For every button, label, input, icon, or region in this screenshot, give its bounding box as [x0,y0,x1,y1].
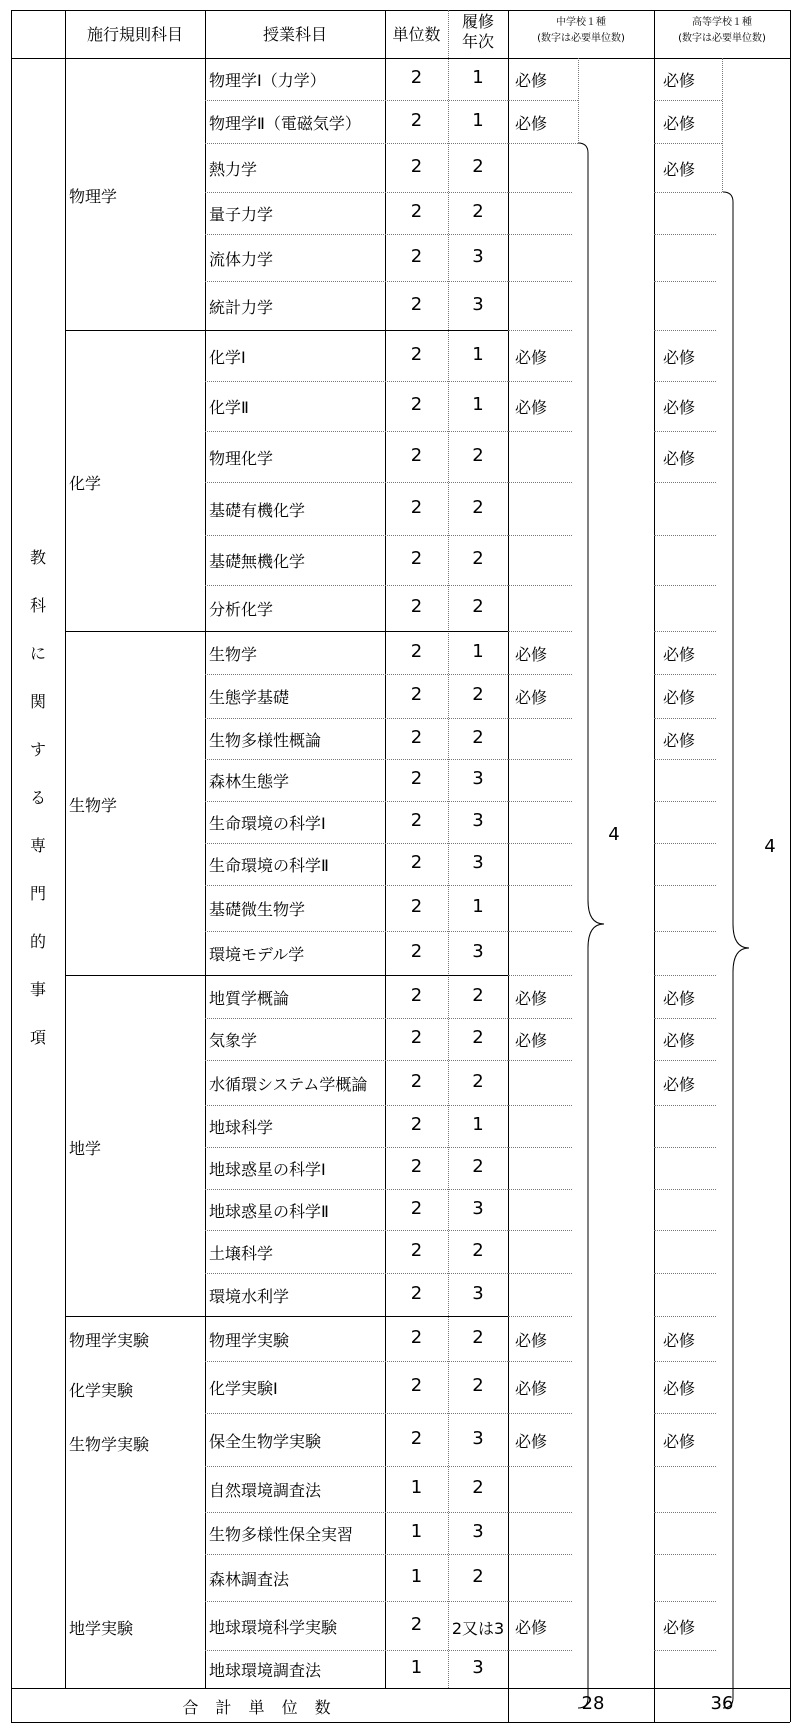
course-name: 熱力学 [209,159,258,179]
course-name: 基礎微生物学 [209,900,306,919]
header-high-school-note: (数字は必要単位数) [678,33,766,44]
units-value: 2 [410,1197,423,1219]
h-rule-dotted [654,143,722,144]
h-rule-dotted [205,1650,508,1651]
h-rule-dotted [205,1361,508,1362]
year-value: 1 [472,640,484,662]
h-rule-dotted [508,535,572,536]
h-rule [65,975,508,976]
header-middle-school-note: (数字は必要単位数) [537,33,625,44]
h-rule-dotted [205,192,508,193]
units-value: 1 [410,1565,423,1587]
h-rule-dotted [508,931,572,932]
year-value: 2 [472,155,484,177]
h-rule-dotted [654,482,716,483]
course-name: 基礎無機化学 [209,552,306,571]
h-rule-dotted [508,1273,572,1274]
year-value: 3 [472,941,484,962]
category-char: 専 [29,836,47,855]
year-value: 1 [472,896,484,917]
h-rule [65,631,508,632]
year-value: 3 [472,245,484,267]
h-rule-dotted [654,885,716,886]
high-school-required: 必修 [662,730,696,750]
total-high-school: 36 [710,1693,734,1714]
h-rule-dotted [654,1273,716,1274]
course-name: 化学Ⅰ [209,347,246,367]
h-rule-dotted [205,1018,508,1019]
h-rule-dotted [205,1147,508,1148]
h-rule-dotted [654,1554,716,1555]
year-value: 2 [472,726,484,748]
group-label: 生物学 [69,796,118,815]
units-value: 1 [410,1657,423,1678]
year-value: 2 [472,596,484,617]
h-rule-dotted [654,843,716,844]
middle-school-required: 必修 [514,1330,548,1350]
year-value: 2 [472,201,484,222]
units-value: 2 [410,1027,423,1048]
h-rule-dotted [508,1189,572,1190]
h-rule-dotted [205,718,508,719]
year-value: 1 [472,394,484,415]
h-rule-dotted [205,1512,508,1513]
h-rule-dotted [508,1060,572,1061]
middle-school-required: 必修 [514,1431,548,1451]
h-rule-dotted [654,330,716,331]
course-name: 生物学 [209,644,258,664]
course-name: 地球科学 [209,1118,274,1137]
h-rule-dotted [654,381,716,382]
h-rule-dotted [205,1189,508,1190]
h-rule-dotted [508,482,572,483]
h-rule-dotted [205,885,508,886]
year-value: 3 [472,1197,484,1219]
units-value: 2 [410,201,423,222]
middle-school-required: 必修 [514,688,548,707]
high-school-required: 必修 [662,1074,696,1094]
year-value: 1 [472,1114,484,1135]
year-value: 3 [472,810,484,831]
course-name: 分析化学 [209,600,274,619]
units-value: 2 [410,1613,423,1635]
year-value: 2 [472,984,484,1006]
v-rule [385,10,386,1688]
h-rule-dotted [205,482,508,483]
units-value: 2 [410,684,423,705]
course-name: 地球環境科学実験 [209,1617,338,1637]
h-rule-dotted [654,1466,716,1467]
middle-school-required: 必修 [514,1617,548,1637]
v-rule [65,10,66,1688]
h-rule-dotted [508,1601,572,1602]
high-school-required: 必修 [662,1031,696,1050]
h-rule-dotted [508,100,578,101]
experiment-label: 生物学実験 [69,1435,150,1454]
high-school-required: 必修 [662,159,696,179]
h-rule-dotted [205,1466,508,1467]
units-value: 2 [410,1239,423,1261]
units-value: 2 [410,1282,423,1304]
year-value: 3 [472,768,484,789]
units-value: 2 [410,640,423,662]
h-rule-dotted [654,674,716,675]
units-value: 2 [410,1156,423,1177]
category-char: す [29,740,47,759]
experiment-label: 地学実験 [69,1619,134,1638]
units-value: 2 [410,394,423,415]
high-school-required: 必修 [662,1617,696,1637]
h-rule-dotted [205,431,508,432]
units-value: 1 [410,1521,423,1542]
middle-school-required: 必修 [514,1379,548,1398]
h-rule-dotted [654,431,716,432]
h-rule-dotted [508,1147,572,1148]
course-name: 森林生態学 [209,772,290,791]
h-rule-dotted [205,843,508,844]
h-rule-dotted [654,1230,716,1231]
h-rule-dotted [205,801,508,802]
year-value: 3 [472,852,484,873]
course-name: 流体力学 [209,249,274,269]
course-name: 生態学基礎 [209,688,290,707]
h-rule-dotted [508,281,572,282]
category-char: に [29,644,47,663]
h-rule-dotted [654,1060,716,1061]
h-rule-dotted [205,234,508,235]
units-value: 1 [410,1477,423,1498]
v-rule [11,10,12,1722]
total-label: 合 計 単 位 数 [182,1698,337,1717]
units-value: 2 [410,293,423,315]
h-rule-dotted [508,192,572,193]
h-rule-dotted [205,100,508,101]
year-value: 2 [472,496,484,518]
year-value: 2 [472,444,484,466]
high-school-required: 必修 [662,71,696,90]
group-label: 物理学 [69,187,118,206]
units-value: 2 [410,67,423,88]
h-rule-dotted [508,1361,572,1362]
course-name: 物理化学 [209,448,274,468]
h-rule [11,58,790,59]
units-value: 2 [410,1375,423,1396]
course-name: 物理学Ⅱ（電磁気学） [209,113,361,133]
units-value: 2 [410,496,423,518]
h-rule-dotted [508,143,578,144]
year-value: 1 [472,343,484,365]
year-value: 2 [472,1326,484,1348]
h-rule-dotted [205,535,508,536]
h-rule-dotted [508,674,572,675]
high-school-required: 必修 [662,398,696,417]
units-value: 2 [410,596,423,617]
course-name: 環境モデル学 [209,945,305,964]
category-char: 関 [29,692,47,711]
h-rule-dotted [205,1105,508,1106]
h-rule-dotted [654,535,716,536]
h-rule-dotted [508,1512,572,1513]
h-rule-dotted [654,759,716,760]
h-rule-dotted [205,1601,508,1602]
year-value: 1 [472,109,484,131]
units-value: 2 [410,1326,423,1348]
h-rule-dotted [508,1316,572,1317]
h-rule-dotted [508,801,572,802]
h-rule-dotted [508,718,572,719]
course-name: 統計力学 [209,297,274,317]
high-school-required: 必修 [662,1431,696,1451]
year-value: 2 [472,1156,484,1177]
category-char: 科 [29,596,47,615]
header-high-school: 高等学校１種 [692,17,752,28]
high-school-required-units: 4 [764,836,776,857]
h-rule-dotted [508,381,572,382]
year-value: 3 [472,1657,484,1678]
h-rule-dotted [205,931,508,932]
middle-school-brace [578,143,604,1708]
year-value: 2 [472,1027,484,1048]
h-rule [65,1316,508,1317]
course-name: 保全生物学実験 [209,1431,322,1451]
category-char: 門 [29,884,47,903]
year-value: 2 [472,1239,484,1261]
experiment-label: 物理学実験 [69,1331,150,1350]
course-name: 気象学 [209,1031,258,1050]
high-school-required: 必修 [662,113,696,133]
units-value: 2 [410,548,423,569]
h-rule-dotted [205,585,508,586]
h-rule-dotted [508,843,572,844]
year-value: 3 [472,1427,484,1449]
h-rule-dotted [654,192,722,193]
course-name: 地球環境調査法 [209,1661,322,1680]
v-rule-dotted [722,58,723,192]
year-value: 2又は3 [451,1618,505,1638]
h-rule-dotted [654,1189,716,1190]
course-name: 森林調査法 [209,1569,290,1589]
high-school-required: 必修 [662,988,696,1008]
units-value: 2 [410,245,423,267]
middle-school-required-units: 4 [608,824,620,845]
h-rule-dotted [508,431,572,432]
category-char: 的 [29,932,47,951]
year-value: 2 [472,1375,484,1396]
h-rule-dotted [205,759,508,760]
course-name: 化学実験Ⅰ [209,1379,278,1398]
units-value: 2 [410,984,423,1006]
h-rule-dotted [654,1601,716,1602]
course-name: 土壌科学 [209,1243,274,1263]
h-rule-dotted [205,1230,508,1231]
year-value: 2 [472,1070,484,1092]
v-rule [205,10,206,1688]
v-rule-dotted [578,58,579,143]
high-school-brace [723,192,749,1708]
h-rule-dotted [654,1018,716,1019]
year-value: 2 [472,1565,484,1587]
experiment-label: 化学実験 [69,1381,134,1400]
h-rule-dotted [205,1060,508,1061]
h-rule-dotted [205,674,508,675]
h-rule-dotted [508,975,572,976]
h-rule-dotted [205,1554,508,1555]
h-rule-dotted [654,585,716,586]
h-rule-dotted [508,1650,572,1651]
units-value: 2 [410,109,423,131]
header-course-subject: 授業科目 [262,25,328,44]
h-rule-dotted [654,931,716,932]
h-rule-dotted [654,1316,716,1317]
h-rule-dotted [205,281,508,282]
course-name: 自然環境調査法 [209,1481,322,1500]
units-value: 2 [410,1114,423,1135]
units-value: 2 [410,726,423,748]
category-char: 教 [29,548,47,567]
h-rule-dotted [508,330,572,331]
h-rule-dotted [205,381,508,382]
year-value: 2 [472,548,484,569]
high-school-required: 必修 [662,347,696,367]
h-rule-dotted [508,1413,572,1414]
header-regulation-subject: 施行規則科目 [86,25,184,44]
high-school-required: 必修 [662,644,696,664]
units-value: 2 [410,810,423,831]
h-rule-dotted [508,759,572,760]
middle-school-required: 必修 [514,398,548,417]
h-rule-dotted [654,1147,716,1148]
course-name: 物理学実験 [209,1330,290,1350]
middle-school-required: 必修 [514,1031,548,1050]
year-value: 2 [472,1477,484,1498]
h-rule-dotted [654,1650,716,1651]
units-value: 2 [410,155,423,177]
h-rule-dotted [654,1361,716,1362]
year-value: 1 [472,67,484,88]
h-rule [11,10,790,11]
group-label: 地学 [69,1138,102,1158]
h-rule-dotted [508,885,572,886]
h-rule-dotted [654,1105,716,1106]
h-rule [11,1688,790,1689]
h-rule-dotted [654,718,716,719]
high-school-required: 必修 [662,1330,696,1350]
h-rule [65,330,508,331]
h-rule-dotted [654,234,716,235]
header-year: 履修年次 [461,12,494,51]
h-rule-dotted [508,585,572,586]
course-name: 環境水利学 [209,1286,290,1306]
h-rule-dotted [508,631,572,632]
course-name: 地球惑星の科学Ⅰ [209,1160,326,1179]
category-char: 項 [29,1028,47,1047]
units-value: 2 [410,444,423,466]
category-char: 事 [29,980,47,999]
h-rule-dotted [205,1273,508,1274]
course-name: 物理学Ⅰ（力学） [209,71,326,90]
header-units: 単位数 [392,25,441,44]
middle-school-required: 必修 [514,347,548,367]
units-value: 2 [410,343,423,365]
middle-school-required: 必修 [514,113,548,133]
h-rule-dotted [654,281,716,282]
h-rule-dotted [205,1413,508,1414]
course-name: 生物多様性保全実習 [209,1525,354,1544]
h-rule-dotted [654,975,716,976]
units-value: 2 [410,1070,423,1092]
units-value: 2 [410,852,423,873]
v-rule-dotted [448,10,449,1688]
middle-school-required: 必修 [514,71,548,90]
course-name: 生命環境の科学Ⅰ [209,814,326,833]
course-name: 化学Ⅱ [209,398,249,417]
category-char: る [29,788,47,807]
h-rule-dotted [654,801,716,802]
h-rule-dotted [654,1413,716,1414]
course-name: 生命環境の科学Ⅱ [209,856,329,875]
h-rule-dotted [508,1105,572,1106]
high-school-required: 必修 [662,448,696,468]
course-name: 量子力学 [209,205,274,224]
year-value: 3 [472,293,484,315]
year-value: 2 [472,684,484,705]
year-value: 3 [472,1521,484,1542]
course-name: 地質学概論 [209,988,290,1008]
h-rule-dotted [654,100,722,101]
middle-school-required: 必修 [514,988,548,1008]
course-name: 基礎有機化学 [209,500,306,520]
year-value: 3 [472,1282,484,1304]
course-name: 生物多様性概論 [209,730,322,750]
course-name: 水循環システム学概論 [209,1074,368,1094]
high-school-required: 必修 [662,1379,696,1398]
units-value: 2 [410,896,423,917]
h-rule [11,1722,790,1723]
h-rule-dotted [508,1466,572,1467]
middle-school-required: 必修 [514,644,548,664]
v-rule [790,10,791,1722]
h-rule-dotted [508,1018,572,1019]
units-value: 2 [410,1427,423,1449]
units-value: 2 [410,941,423,962]
units-value: 2 [410,768,423,789]
h-rule-dotted [508,1230,572,1231]
h-rule-dotted [205,143,508,144]
h-rule-dotted [654,631,716,632]
total-middle-school: 28 [581,1693,605,1714]
course-name: 地球惑星の科学Ⅱ [209,1201,329,1221]
h-rule-dotted [508,234,572,235]
header-middle-school: 中学校１種 [556,17,606,28]
group-label: 化学 [69,473,102,493]
high-school-required: 必修 [662,688,696,707]
h-rule-dotted [508,1554,572,1555]
h-rule-dotted [654,1512,716,1513]
